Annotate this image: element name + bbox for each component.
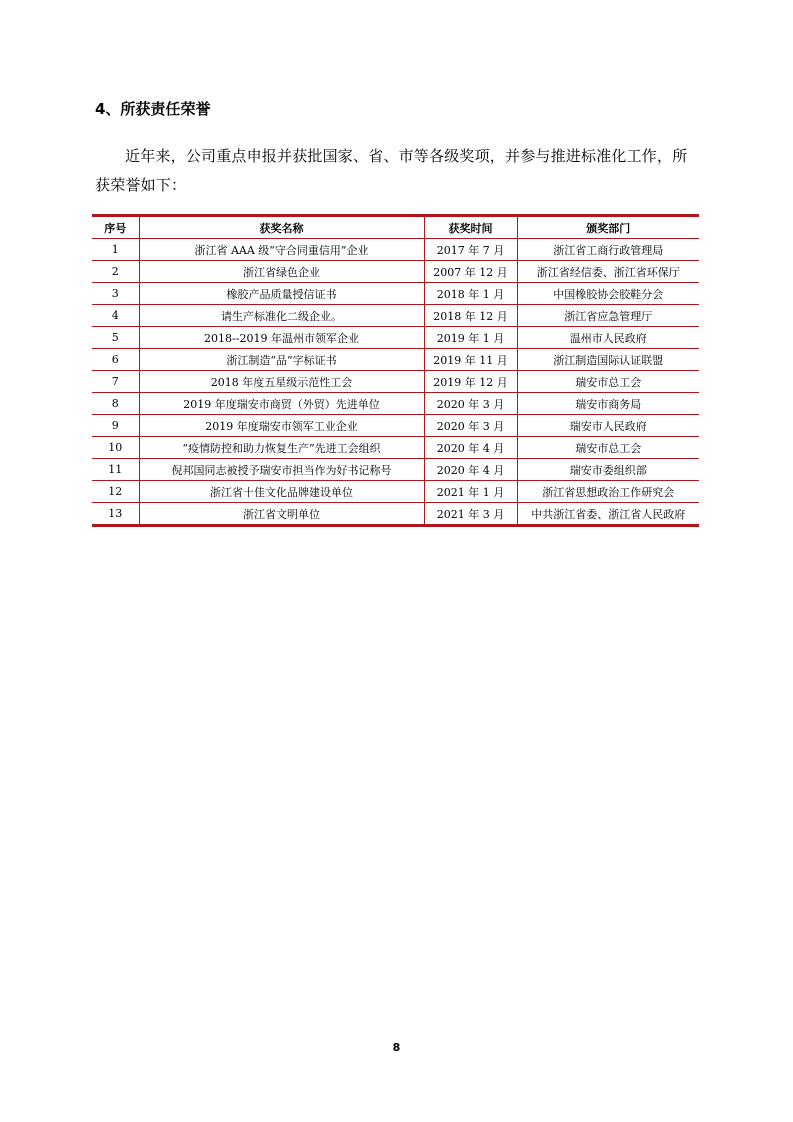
- table-row: [92, 305, 699, 327]
- cell-number: 7: [92, 371, 139, 393]
- cell-award-date: 2019 年 1 月: [424, 327, 517, 349]
- cell-award-date: 2021 年 3 月: [424, 503, 517, 526]
- page-number: 8: [392, 1041, 401, 1054]
- table-row: [92, 239, 699, 261]
- cell-number: 11: [92, 459, 139, 481]
- awards-table: [92, 214, 699, 527]
- cell-issuing-dept: 浙江省思想政治工作研究会: [517, 481, 699, 503]
- cell-issuing-dept: 瑞安市商务局: [517, 393, 699, 415]
- cell-award-date: 2021 年 1 月: [424, 481, 517, 503]
- cell-number: 5: [92, 327, 139, 349]
- table-body: [92, 239, 699, 526]
- cell-number: 6: [92, 349, 139, 371]
- cell-award-name: 橡胶产品质量授信证书: [139, 283, 424, 305]
- cell-issuing-dept: 中共浙江省委、浙江省人民政府: [517, 503, 699, 526]
- cell-number: 9: [92, 415, 139, 437]
- cell-award-date: 2020 年 3 月: [424, 393, 517, 415]
- cell-issuing-dept: 瑞安市人民政府: [517, 415, 699, 437]
- cell-number: 2: [92, 261, 139, 283]
- cell-award-name: “疫情防控和助力恢复生产”先进工会组织: [139, 437, 424, 459]
- table-row: [92, 371, 699, 393]
- cell-award-date: 2018 年 12 月: [424, 305, 517, 327]
- cell-award-date: 2020 年 4 月: [424, 437, 517, 459]
- cell-issuing-dept: 浙江制造国际认证联盟: [517, 349, 699, 371]
- table-header-row: [92, 216, 699, 239]
- cell-number: 13: [92, 503, 139, 526]
- cell-award-name: 2018--2019 年温州市领军企业: [139, 327, 424, 349]
- header-award-name: 获奖名称: [139, 216, 424, 239]
- cell-award-date: 2019 年 12 月: [424, 371, 517, 393]
- cell-award-name: 2019 年度瑞安市领军工业企业: [139, 415, 424, 437]
- cell-award-date: 2020 年 3 月: [424, 415, 517, 437]
- header-award-date: 获奖时间: [424, 216, 517, 239]
- cell-award-name: 请生产标准化二级企业。: [139, 305, 424, 327]
- table-row: [92, 481, 699, 503]
- cell-number: 12: [92, 481, 139, 503]
- cell-number: 3: [92, 283, 139, 305]
- table-row: [92, 459, 699, 481]
- table-row: [92, 437, 699, 459]
- cell-number: 8: [92, 393, 139, 415]
- cell-award-name: 2018 年度五星级示范性工会: [139, 371, 424, 393]
- cell-issuing-dept: 浙江省应急管理厅: [517, 305, 699, 327]
- cell-award-name: 浙江省十佳文化品牌建设单位: [139, 481, 424, 503]
- cell-award-name: 浙江省 AAA 级“守合同重信用”企业: [139, 239, 424, 261]
- cell-number: 10: [92, 437, 139, 459]
- cell-award-date: 2007 年 12 月: [424, 261, 517, 283]
- table-row: [92, 503, 699, 526]
- cell-number: 1: [92, 239, 139, 261]
- table-row: [92, 415, 699, 437]
- cell-award-name: 浙江制造“品”字标证书: [139, 349, 424, 371]
- cell-issuing-dept: 浙江省经信委、浙江省环保厅: [517, 261, 699, 283]
- cell-issuing-dept: 温州市人民政府: [517, 327, 699, 349]
- cell-award-date: 2018 年 1 月: [424, 283, 517, 305]
- cell-award-name: 2019 年度瑞安市商贸（外贸）先进单位: [139, 393, 424, 415]
- cell-issuing-dept: 瑞安市总工会: [517, 371, 699, 393]
- cell-award-name: 倪邦国同志被授予瑞安市担当作为好书记称号: [139, 459, 424, 481]
- cell-issuing-dept: 浙江省工商行政管理局: [517, 239, 699, 261]
- cell-award-date: 2019 年 11 月: [424, 349, 517, 371]
- table-row: [92, 349, 699, 371]
- cell-number: 4: [92, 305, 139, 327]
- cell-award-date: 2020 年 4 月: [424, 459, 517, 481]
- header-issuing-dept: 颁奖部门: [517, 216, 699, 239]
- cell-award-name: 浙江省文明单位: [139, 503, 424, 526]
- table-row: [92, 261, 699, 283]
- cell-award-name: 浙江省绿色企业: [139, 261, 424, 283]
- section-title: 4、所获责任荣誉: [95, 100, 211, 118]
- cell-issuing-dept: 瑞安市总工会: [517, 437, 699, 459]
- cell-issuing-dept: 瑞安市委组织部: [517, 459, 699, 481]
- awards-table-container: [92, 214, 699, 527]
- table-row: [92, 283, 699, 305]
- header-number: 序号: [92, 216, 139, 239]
- table-row: [92, 327, 699, 349]
- table-row: [92, 393, 699, 415]
- intro-paragraph: 近年来，公司重点申报并获批国家、省、市等各级奖项，并参与推进标准化工作，所获荣誉如下：: [95, 147, 688, 194]
- cell-award-date: 2017 年 7 月: [424, 239, 517, 261]
- cell-issuing-dept: 中国橡胶协会胶鞋分会: [517, 283, 699, 305]
